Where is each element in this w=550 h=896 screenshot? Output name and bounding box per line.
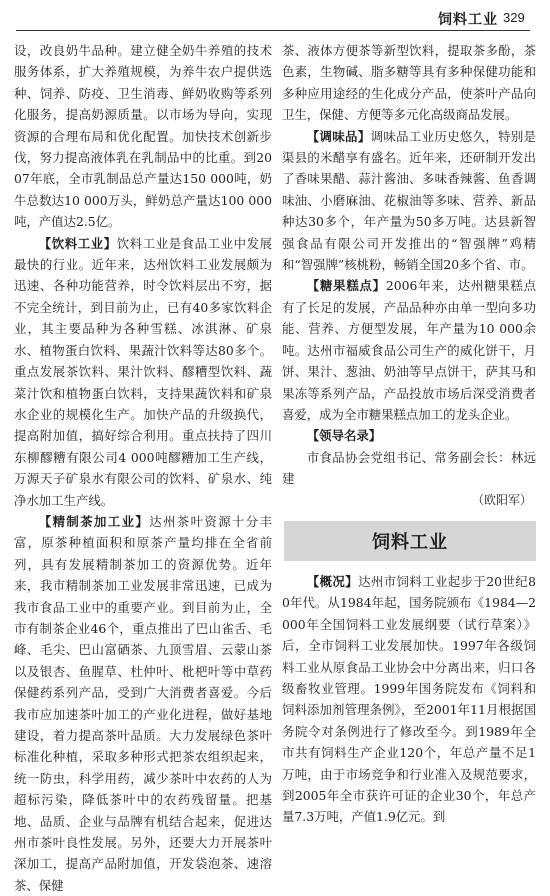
keyword-condiments: 【调味品】 bbox=[306, 128, 371, 144]
running-header-title: 饲料工业 bbox=[438, 12, 498, 28]
left-column bbox=[14, 40, 272, 896]
paragraph-tea-continued: 茶、液体方便茶等新型饮料，提取茶多酚，茶色素，生物碱、脂多糖等具有多种保健功能和多种应用途经的生化成分产品，使茶叶产品向卫生，保健、方便等多元化高级商品发展。 bbox=[282, 43, 536, 123]
paragraph-confectionery bbox=[282, 275, 536, 425]
paragraph-condiments-text: 调味品工业历史悠久，特别是渠县的米醋享有盛名。近年来，还研制开发出了香味果醋、蒜汁酱油、多味香辣酱、鱼香调味油、小磨麻油、花椒油等多味、营养、新品种达30多个，年产量为50多万吨。达县新智强食品有限公司开发推出的“智强牌”鸡精和“智强牌”核桃粉，畅销全国20多个省、市。 bbox=[282, 128, 537, 273]
right-column bbox=[282, 40, 536, 828]
leader-list-text: 市食品协会党组书记、常务副会长：林远建 bbox=[282, 449, 536, 487]
keyword-beverage: 【饮料工业】 bbox=[38, 235, 117, 251]
paragraph-confectionery-text: 2006年来，达州糖果糕点有了长足的发展，产品品种亦由单一型向多功能、营养、方便型发展，年产量为10 000余吨。达州市福威食品公司生产的威化饼干，月饼、果汁、葱油、奶油等早点饼干，萨其马和果冻等系列产品，产品投放市场后深受消费者喜爱，成为全市糖果糕点加工的龙头企业。 bbox=[282, 278, 536, 422]
paragraph-overview bbox=[282, 571, 536, 828]
paragraph-tea-text: 达州茶叶资源十分丰富，原茶种植面积和原茶产量均排在全省前列，具有发展精制茶加工的资源优势。近年来，我市精制茶加工业发展非常迅速，已成为我市食品工业中的重要产业。到目前为止，全市有制茶企业46个，重点推出了巴山雀舌、毛峰、毛尖、巴山富硒茶、九顶雪眉、云蒙山茶以及银杏、鱼腥草、杜仲叶、枇杷叶等中草药保健药系列产品，受到广大消费者喜爱。今后我市应加速茶叶加工的产业化进程，做好基地建设，着力提高茶叶品质。大力发展绿色茶叶标准化种植，采取多种形式把茶农组织起来，统一防虫，科学用药，减少茶叶中农药的人为超标污染，降低茶叶中的农药残留量。把基地、品质、企业与品牌有机结合起来，促进达州市茶叶良性发展。另外，还要大力开展茶叶深加工，提高产品附加值，开发袋泡茶、速溶茶、保健 bbox=[14, 513, 272, 893]
paragraph-dairy-continued: 设，改良奶牛品种。建立健全奶牛养殖的技术服务体系，扩大养殖规模，为养牛农户提供选种、饲养、防疫、卫生消毒、鲜奶收购等系列化服务，提高奶源质量。以市场为导向，实现资源的合理布局和优化配置。加快技术创新步伐，努力提高液体乳在乳制品中的比重。到2007年底，全市乳制品总产量达150 000吨，奶牛总数达10 000万头，鲜奶总产量达100 000吨，产值达2.5亿。 bbox=[14, 43, 272, 230]
paragraph-condiments bbox=[282, 126, 536, 276]
page-number: 329 bbox=[503, 10, 525, 25]
paragraph-beverage bbox=[14, 233, 272, 511]
leader-list-heading bbox=[282, 425, 536, 446]
paragraph-tea bbox=[14, 511, 272, 896]
section-title-feed-industry: 饲料工业 bbox=[284, 521, 536, 561]
keyword-confectionery: 【糖果糕点】 bbox=[306, 278, 386, 294]
paragraph-beverage-text: 饮料工业是食品工业中发展最快的行业。近年来，达州饮料工业发展颇为迅速、各种功能营养，时令饮料层出不穷，据不完全统计，到目前为止，已有40多家饮料企业，其主要品种为各种雪糕、冰淇淋、矿泉水、植物蛋白饮料、果蔬汁饮料等达80多个。重点发展茶饮料、果汁饮料、醪糟型饮料、蔬菜汁饮和植物蛋白饮料，支持果蔬饮料和矿泉水企业的规模化生产。加快产品的升级换代，提高附加值，搞好综合利用。重点扶持了四川东柳醪糟有限公司4 000吨醪糟加工生产线，万源天子矿泉水有限公司的饮料、矿泉水、纯净水加工生产线。 bbox=[14, 235, 273, 508]
keyword-leaders: 【领导名录】 bbox=[306, 428, 382, 444]
author-byline: （欧阳军） bbox=[471, 492, 532, 507]
header-rule bbox=[16, 30, 530, 31]
paragraph-overview-text: 达州市饲料工业起步于20世纪80年代。从1984年起，国务院颁布《1984—2000年全国饲料工业发展纲要（试行草案）》后，全市饲料工业发展加快。1997年各级饲料工业从原食品工业协会中分离出来，归口各级畜牧业管理。1999年国务院发布《饲料和饲料添加剂管理条例》，至2001年11月根据国务院令对条例进行了修改至今。到1989年全市共有饲料生产企业120个，年总产量不足1万吨，由于市场竞争和行业准入及规范要求，到2005年全市获许可证的企业30个，年总产量7.3万吨，产值1.9亿元。到 bbox=[282, 573, 536, 825]
running-header bbox=[0, 0, 550, 34]
keyword-tea: 【精制茶加工业】 bbox=[38, 513, 150, 529]
keyword-overview: 【概况】 bbox=[306, 573, 359, 589]
